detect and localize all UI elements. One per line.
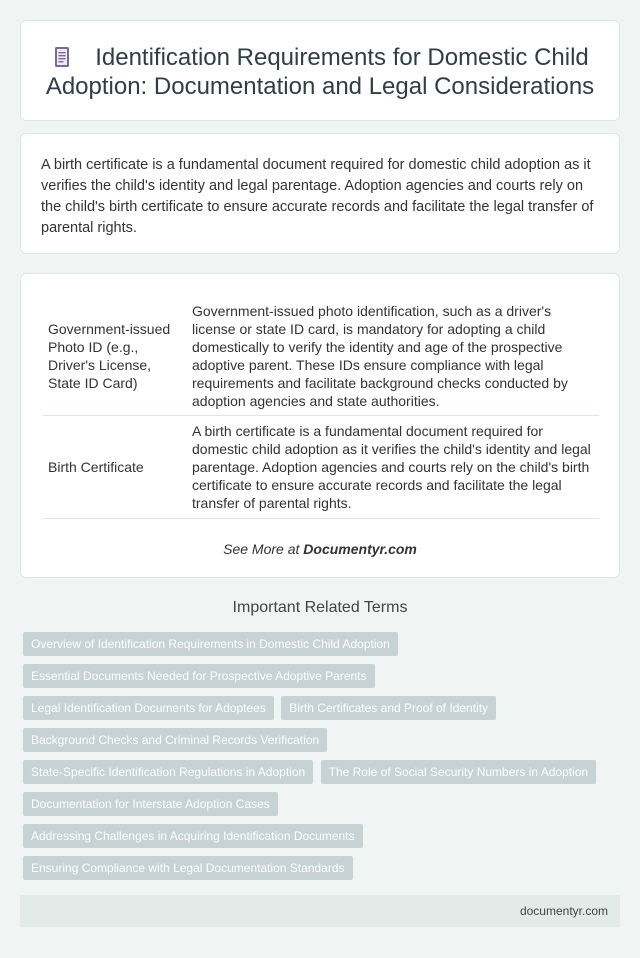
related-term-tag[interactable]: Essential Documents Needed for Prospective Adoptive Parents: [23, 664, 375, 688]
see-more: [21, 541, 619, 557]
related-term-tag[interactable]: Overview of Identification Requirements in Domestic Child Adoption: [23, 632, 398, 656]
intro-paragraph: A birth certificate is a fundamental document required for domestic child adoption as it verifies the child's identity and legal parentage. Adoption agencies and courts rely on the child's birth certificate to ensure accurate records and facilitate the legal transfer of parental rights.: [41, 157, 594, 236]
table-row: [43, 416, 599, 519]
page-title-text: Identification Requirements for Domestic Child Adoption: Documentation and Legal Considerations: [45, 44, 595, 100]
requirement-label: Government-issued Photo ID (e.g., Driver's License, State ID Card): [43, 298, 187, 416]
requirement-description: Government-issued photo identification, such as a driver's license or state ID card, is mandatory for adopting a child domestically to verify the identity and age of the prospective adoptive parent. These IDs ensure compliance with legal requirements and facilitate background checks conducted by adoption agencies and state authorities.: [187, 298, 599, 416]
footer-site-link[interactable]: documentyr.com: [519, 904, 608, 918]
page-title: [21, 21, 619, 101]
related-term-tag[interactable]: Background Checks and Criminal Records Verification: [23, 728, 327, 752]
related-term-tag[interactable]: The Role of Social Security Numbers in Adoption: [321, 760, 596, 784]
related-terms-list: [23, 632, 623, 888]
related-terms-heading: Important Related Terms: [232, 599, 408, 616]
requirement-label: Birth Certificate: [43, 416, 187, 519]
related-term-tag[interactable]: Documentation for Interstate Adoption Cases: [23, 792, 278, 816]
requirement-description: A birth certificate is a fundamental document required for domestic child adoption as it verifies the child's identity and legal parentage. Adoption agencies and courts rely on the child's birth certificate to ensure accurate records and facilitate the legal transfer of parental rights.: [187, 416, 599, 519]
related-term-tag[interactable]: Ensuring Compliance with Legal Documentation Standards: [23, 856, 353, 880]
table-row: [43, 298, 599, 416]
document-icon: [51, 46, 73, 68]
requirements-table: [43, 298, 599, 519]
see-more-link[interactable]: Documentyr.com: [303, 541, 417, 557]
footer: [20, 895, 620, 927]
see-more-prefix: See More at: [223, 541, 304, 557]
intro-card: [20, 133, 620, 254]
related-term-tag[interactable]: State-Specific Identification Regulations in Adoption: [23, 760, 313, 784]
related-term-tag[interactable]: Birth Certificates and Proof of Identity: [281, 696, 496, 720]
title-card: [20, 20, 620, 121]
related-term-tag[interactable]: Addressing Challenges in Acquiring Identification Documents: [23, 824, 363, 848]
related-term-tag[interactable]: Legal Identification Documents for Adoptees: [23, 696, 274, 720]
requirements-card: [20, 273, 620, 578]
